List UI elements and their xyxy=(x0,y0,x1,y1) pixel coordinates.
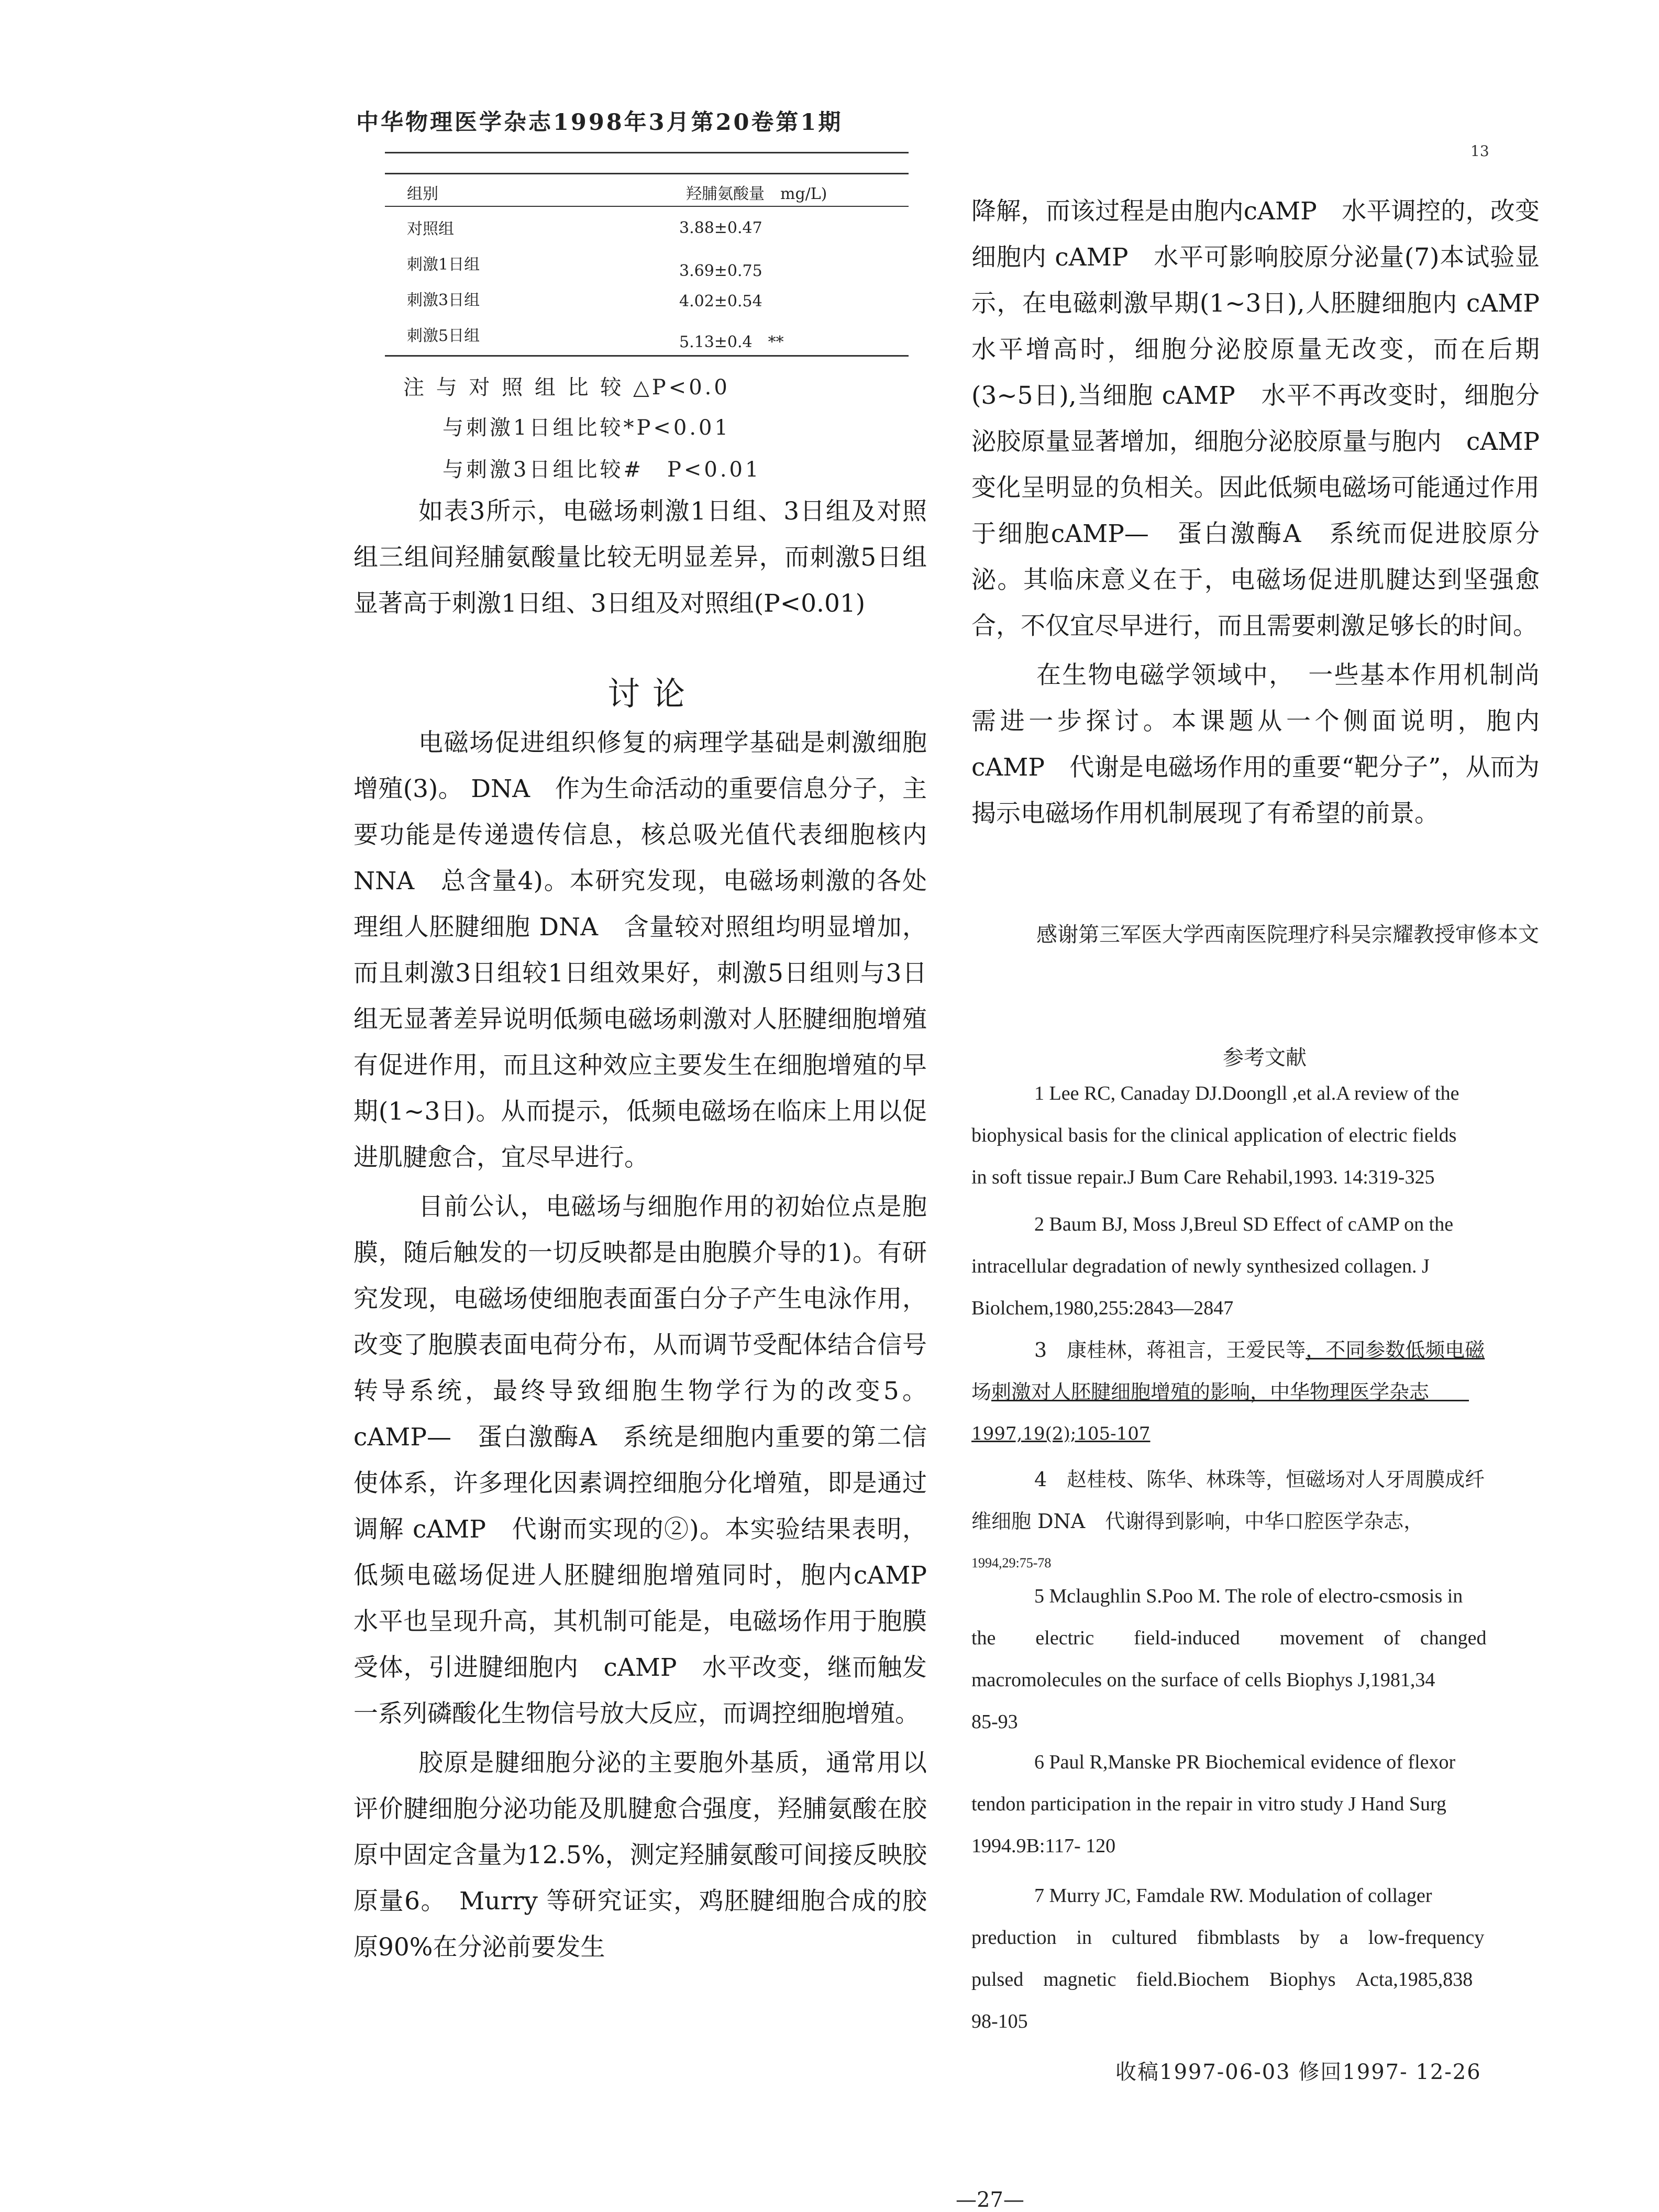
references-title: 参考文献 xyxy=(1223,1046,1307,1070)
acknowledgement: 感谢第三军医大学西南医院理疗科吴宗耀教授审修本文 xyxy=(1036,923,1539,947)
table-cell-group: 刺激5日组 xyxy=(407,327,480,345)
received-date: 收稿1997-06-03 修回1997- 12-26 xyxy=(1115,2060,1481,2084)
body-paragraph: 降解，而该过程是由胞内cAMP 水平调控的，改变细胞内 cAMP 水平可影响胶原分泌量(7)本试验显示，在电磁刺激早期(1~3日),人胚腱细胞内 cAMP 水平增高时，细胞分泌胶原量无改变，而在后期(3~5日),当细胞 cAMP 水平不再改变时，细胞分泌胶原量显著增加，细胞分泌胶原量与胞内 cAMP 变化呈明显的负相关。因此低频电磁场可能通过作用于细胞cAMP— 蛋白激酶A 系统而促进胶原分泌。其临床意义在于，电磁场促进肌腱达到坚强愈合，不仅宜尽早进行，而且需要刺激足够长的时间。 xyxy=(971,197,1564,640)
table-note: 与刺激1日组比较*P<0.01 xyxy=(443,416,731,440)
table-cell-group: 对照组 xyxy=(407,220,454,238)
body-paragraph: 在生物电磁学领域中， 一些基本作用机制尚需进一步探讨。本课题从一个侧面说明，胞内 cAMP 代谢是电磁场作用的重要“靶分子”，从而为揭示电磁场作用机制展现了有希望的前景。 xyxy=(971,661,1540,828)
body-paragraph: 电磁场促进组织修复的病理学基础是刺激细胞增殖(3)。 DNA 作为生命活动的重要信息分子，主要功能是传递遗传信息，核总吸光值代表细胞核内NNA 总含量4)。本研究发现，电磁场刺激的各处理组人胚腱细胞 DNA 含量较对照组均明显增加，而且刺激3日组较1日组效果好，刺激5日组则与3日组无显著差异说明低频电磁场刺激对人胚腱细胞增殖有促进作用，而且这种效应主要发生在细胞增殖的早期(1~3日)。从而提示，低频电磁场在临床上用以促进肌腱愈合，宜尽早进行。 xyxy=(353,728,927,1172)
table-cell-value: 4.02±0.54 xyxy=(679,292,762,311)
table-note: 注 与 对 照 组 比 较 △P<0.0 xyxy=(403,375,730,400)
reference-item: 4 赵桂枝、陈华、林珠等，恒磁场对人牙周膜成纤 维细胞 DNA 代谢得到影响，中华口腔医学杂志， 1994,29:75-78 xyxy=(971,1468,1485,1570)
table-rule-top-2 xyxy=(385,173,909,174)
table-cell-value: 3.69±0.75 xyxy=(679,262,762,280)
table-rule-header xyxy=(385,206,909,207)
reference-item: 6 Paul R,Manske PR Biochemical evidence of flexor tendon participation in the repair in vitro study J Hand Surg 1994.9B:117- 120 xyxy=(971,1751,1456,1857)
discussion-paragraphs xyxy=(353,720,952,1971)
table-col-header-value: 羟脯氨酸量 mg/L) xyxy=(686,185,827,203)
body-paragraph: 目前公认，电磁场与细胞作用的初始位点是胞膜，随后触发的一切反映都是由胞膜介导的1)。有研究发现，电磁场使细胞表面蛋白分子产生电泳作用，改变了胞膜表面电荷分布，从而调节受配体结合信号转导系统，最终导致细胞生物学行为的改变5。cAMP— 蛋白激酶A 系统是细胞内重要的第二信使体系，许多理化因素调控细胞分化增殖，即是通过调解 cAMP 代谢而实现的②)。本实验结果表明，低频电磁场促进人胚腱细胞增殖同时，胞内cAMP 水平也呈现升高，其机制可能是，电磁场作用于胞膜受体，引进腱细胞内 cAMP 水平改变，继而触发一系列磷酸化生物信号放大反应，而调控细胞增殖。 xyxy=(353,1192,952,1728)
reference-item: 2 Baum BJ, Moss J,Breul SD Effect of cAMP on the intracellular degradation of newly synthesized collagen. J Biolchem,1980,255:2843—2847 xyxy=(971,1213,1454,1319)
table-col-header-group: 组别 xyxy=(407,185,438,203)
table-rule-bottom xyxy=(385,355,909,357)
table-cell-value: 3.88±0.47 xyxy=(679,219,762,237)
table-rule-top xyxy=(385,152,909,153)
reference-item: 1 Lee RC, Canaday DJ.Doongll ,et al.A review of the biophysical basis for the clinical application of electric fields in soft tissue repair.J Bum Care Rehabil,1993. 14:319-325 xyxy=(971,1082,1459,1188)
section-title-discussion: 讨论 xyxy=(607,674,698,713)
table-cell-group: 刺激3日组 xyxy=(407,291,480,309)
journal-header: 中华物理医学杂志1998年3月第20卷第1期 xyxy=(356,109,843,136)
footer-page-number: —27— xyxy=(956,2188,1024,2212)
reference-item: 3 康桂林，蒋祖言，王爱民等，不同参数低频电磁 场刺激对人胚腱细胞增殖的影响，中华物理医学杂志 1997,19(2);105-107 xyxy=(971,1339,1485,1444)
table-note: 与刺激3日组比较# P<0.01 xyxy=(443,458,761,482)
table-cell-group: 刺激1日组 xyxy=(407,256,480,274)
reference-item: 5 Mclaughlin S.Poo M. The role of electro-csmosis in the electric field-induced movement of changed macromolecules on the surface of cells Biophys J,1981,34 85-93 xyxy=(971,1585,1487,1733)
right-body xyxy=(971,189,1564,837)
results-paragraph: 如表3所示，电磁场刺激1日组、3日组及对照组三组间羟脯氨酸量比较无明显差异，而刺激5日组显著高于刺激1日组、3日组及对照组(P<0.01) xyxy=(353,497,927,618)
body-paragraph: 胶原是腱细胞分泌的主要胞外基质，通常用以评价腱细胞分泌功能及肌腱愈合强度，羟脯氨酸在胶原中固定含量为12.5%，测定羟脯氨酸可间接反映胶原量6。 Murry 等研究证实，鸡胚腱细胞合成的胶原90%在分泌前要发生 xyxy=(353,1749,927,1962)
reference-item: 7 Murry JC, Famdale RW. Modulation of collager preduction in cultured fibmblasts by a low-frequency pulsed magnetic field.Biochem Biophys Acta,1985,838 98-105 xyxy=(971,1885,1485,2032)
table-cell-value: 5.13±0.4 ** xyxy=(679,333,784,351)
page-number: 13 xyxy=(1470,142,1489,160)
